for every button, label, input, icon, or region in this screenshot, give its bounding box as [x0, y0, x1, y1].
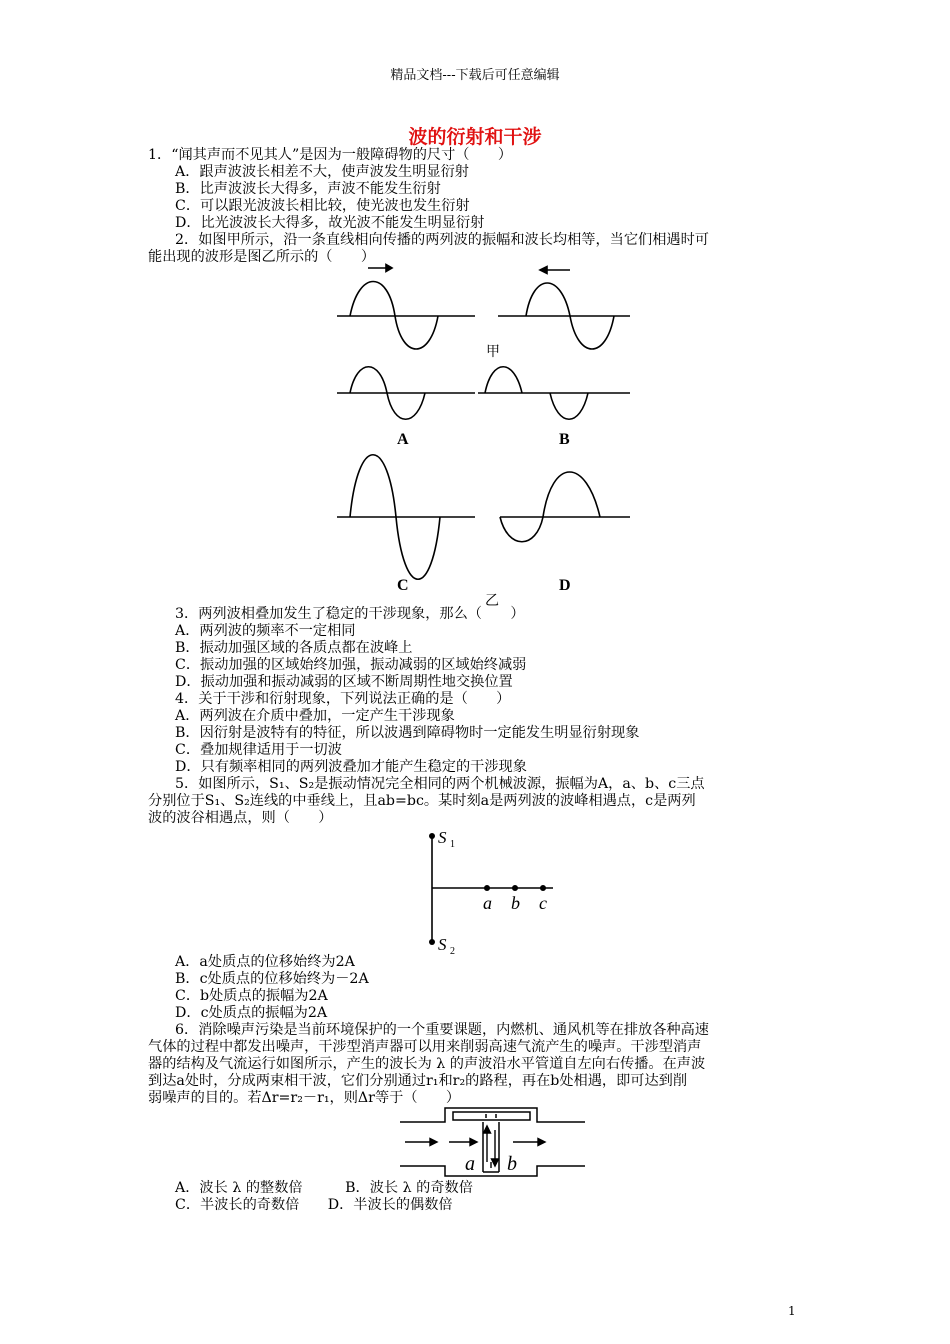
q4-stem: 4．关于干涉和衍射现象，下列说法正确的是（ ） [175, 691, 511, 707]
muffler-figure [395, 1106, 590, 1178]
q4-option-c: C．叠加规律适用于一切波 [175, 742, 342, 758]
point-a [484, 885, 490, 891]
label-s1-sub: 1 [450, 839, 455, 850]
label-b: b [511, 893, 520, 913]
q1-option-a: A．跟声波波长相差不大，使声波发生明显衍射 [175, 164, 469, 180]
q3-option-a: A．两列波的频率不一定相同 [175, 623, 356, 639]
point-b [512, 885, 518, 891]
q3-option-d: D．振动加强和振动减弱的区域不断周期性地交换位置 [175, 674, 513, 690]
q3-option-c: C．振动加强的区域始终加强，振动减弱的区域始终减弱 [175, 657, 527, 673]
source-s2 [429, 939, 435, 945]
q4-option-a: A．两列波在介质中叠加，一定产生干涉现象 [175, 708, 455, 724]
page-number: 1 [788, 1304, 796, 1318]
q6-stem-cont3: 到达a处时，分成两束相干波，它们分别通过r₁和r₂的路程，再在b处相遇，即可达到削 [148, 1073, 688, 1089]
q6-stem-cont: 气体的过程中都发出噪声，干涉型消声器可以用来削弱高速气流产生的噪声。干涉型消声 [148, 1039, 702, 1055]
label-jia: 甲 [486, 345, 500, 360]
q5-stem: 5．如图所示，S₁、S₂是振动情况完全相同的两个机械波源，振幅为A，a、b、c三点 [175, 776, 705, 792]
q4-option-d: D．只有频率相同的两列波叠加才能产生稳定的干涉现象 [175, 759, 527, 775]
q3-option-b: B．振动加强区域的各质点都在波峰上 [175, 640, 413, 656]
q6-options-cd: C．半波长的奇数倍 D．半波长的偶数倍 [175, 1197, 453, 1213]
option-d-wave [500, 472, 600, 542]
label-d: D [559, 577, 571, 594]
label-c: C [397, 577, 409, 594]
label-b: b [507, 1153, 517, 1175]
label-yi: 乙 [485, 594, 499, 608]
q5-option-a: A．a处质点的位移始终为2A [175, 954, 355, 970]
q4-option-b: B．因衍射是波特有的特征，所以波遇到障碍物时一定能发生明显衍射现象 [175, 725, 640, 741]
right-arrow-head [386, 265, 392, 272]
q5-option-b: B．c处质点的位移始终为－2A [175, 971, 369, 987]
label-b: B [559, 431, 570, 448]
page-header: 精品文档---下载后可任意编辑 [390, 68, 560, 83]
wave-figure [330, 258, 640, 608]
q6-stem-cont2: 器的结构及气流运行如图所示，产生的波长为 λ 的声波沿水平管道自左向右传播。在声波 [148, 1056, 706, 1072]
label-a: a [483, 893, 492, 913]
q1-stem: 1．“闻其声而不见其人”是因为一般障碍物的尺寸（ ） [148, 147, 513, 163]
label-c: c [539, 893, 547, 913]
label-a: A [397, 431, 409, 448]
q5-stem-cont2: 波的波谷相遇点，则（ ） [148, 810, 333, 826]
sources-figure [420, 826, 570, 956]
q1-option-d: D．比光波波长大得多，故光波不能发生明显衍射 [175, 215, 485, 231]
q5-stem-cont: 分别位于S₁、S₂连线的中垂线上，且ab=bc。某时刻a是两列波的波峰相遇点，c是两列 [148, 793, 696, 809]
label-s2-sub: 2 [450, 946, 455, 956]
q1-option-c: C．可以跟光波波长相比较，使光波也发生衍射 [175, 198, 470, 214]
left-arrow-head [540, 267, 547, 274]
q6-options-ab: A．波长 λ 的整数倍 B．波长 λ 的奇数倍 [175, 1180, 473, 1196]
q3-stem: 3．两列波相叠加发生了稳定的干涉现象，那么（ ） [175, 606, 525, 622]
q5-option-d: D．c处质点的振幅为2A [175, 1005, 328, 1021]
q1-option-b: B．比声波波长大得多，声波不能发生衍射 [175, 181, 441, 197]
label-s2: S [438, 935, 447, 954]
q2-stem-cont: 能出现的波形是图乙所示的（ ） [148, 249, 376, 265]
label-s1: S [438, 828, 447, 847]
point-c [540, 885, 546, 891]
q6-stem-cont4: 弱噪声的目的。若Δr=r₂－r₁，则Δr等于（ ） [148, 1090, 461, 1106]
label-a: a [465, 1153, 475, 1175]
q2-stem: 2．如图甲所示，沿一条直线相向传播的两列波的振幅和波长均相等，当它们相遇时可 [175, 232, 709, 248]
page-title: 波的衍射和干涉 [408, 126, 542, 148]
source-s1 [429, 833, 435, 839]
q5-option-c: C．b处质点的振幅为2A [175, 988, 328, 1004]
q6-stem: 6．消除噪声污染是当前环境保护的一个重要课题，内燃机、通风机等在排放各种高速 [175, 1022, 709, 1038]
